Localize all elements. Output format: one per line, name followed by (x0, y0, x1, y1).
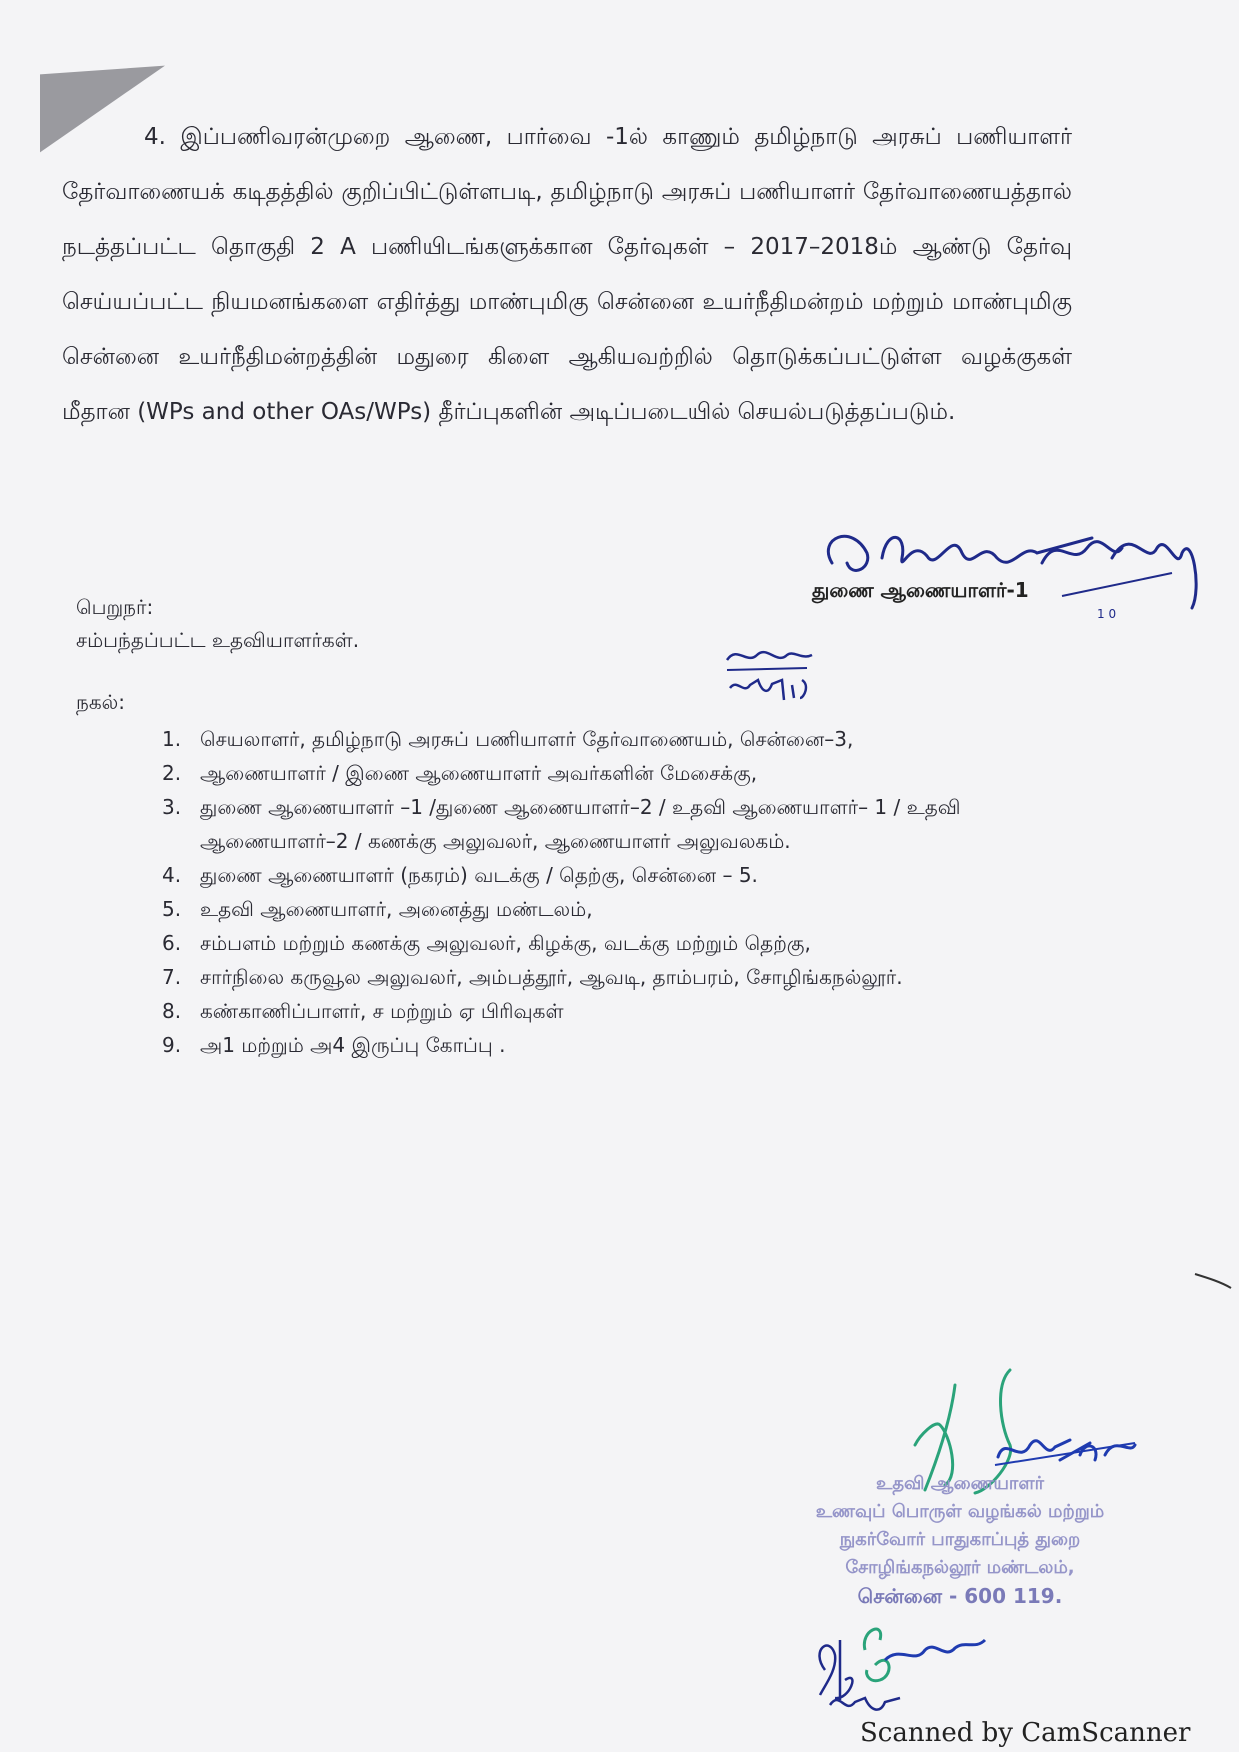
list-item: 5. உதவி ஆணையாளர், அனைத்து மண்டலம், (162, 897, 593, 921)
copy-label: நகல்: (76, 690, 125, 714)
recipients-value: சம்பந்தப்பட்ட உதவியாளர்கள். (76, 628, 360, 652)
recipients-label: பெறுநர்: (76, 595, 154, 619)
signature-caption: துணை ஆணையாளர்-1 (812, 578, 1029, 602)
officer-signature (812, 518, 1202, 628)
list-item: 1. செயலாளர், தமிழ்நாடு அரசுப் பணியாளர் தேர்வாணையம், சென்னை–3, (162, 727, 854, 751)
list-item: 6. சம்பளம் மற்றும் கணக்கு அலுவலர், கிழக்கு, வடக்கு மற்றும் தெற்கு, (162, 931, 811, 955)
office-stamp: உதவி ஆணையாளர் உணவுப் பொருள் வழங்கல் மற்றும் நுகர்வோர் பாதுகாப்புத் துறை சோழிங்கநல்லூர் மண்டலம், சென்னை - 600 119. (815, 1473, 1105, 1608)
list-item: 7. சார்நிலை கருவூல அலுவலர், அம்பத்தூர், ஆவடி, தாம்பரம், சோழிங்கநல்லூர். (162, 965, 903, 989)
list-item: 9. அ1 மற்றும் அ4 இருப்பு கோப்பு . (162, 1033, 506, 1057)
copy-list (162, 722, 1062, 1062)
initials-signature (722, 640, 822, 705)
scanner-watermark: Scanned by CamScanner (860, 1718, 1191, 1748)
pen-mark (1193, 1270, 1233, 1290)
date-signature (805, 1610, 995, 1725)
list-item: 2. ஆணையாளர் / இணை ஆணையாளர் அவர்களின் மேசைக்கு, (162, 761, 758, 785)
list-item: 3. துணை ஆணையாளர் –1 /துணை ஆணையாளர்–2 / உதவி ஆணையாளர்– 1 / உதவி ஆணையாளர்–2 / கணக்கு அலுவலர், ஆணையாளர் அலுவலகம். (162, 795, 961, 853)
paragraph-text: 4. இப்பணிவரன்முறை ஆணை, பார்வை -1ல் காணும் தமிழ்நாடு அரசுப் பணியாளர் தேர்வாணையக் கடிதத்தில் குறிப்பிட்டுள்ளபடி, தமிழ்நாடு அரசுப் பணியாளர் தேர்வாணையத்தால் நடத்தப்பட்ட தொகுதி 2 A பணியிடங்களுக்கான தேர்வுகள் – 2017–2018ம் ஆண்டு தேர்வு செய்யப்பட்ட நியமனங்களை எதிர்த்து மாண்புமிகு சென்னை உயர்நீதிமன்றம் மற்றும் மாண்புமிகு சென்னை உயர்நீதிமன்றத்தின் மதுரை கிளை ஆகியவற்றில் தொடுக்கப்பட்டுள்ள வழக்குகள் மீதான (WPs and other OAs/WPs) தீர்ப்புகளின் அடிப்படையில் செயல்படுத்தப்படும். (62, 124, 1072, 425)
list-item: 4. துணை ஆணையாளர் (நகரம்) வடக்கு / தெற்கு, சென்னை – 5. (162, 863, 758, 887)
body-paragraph (62, 110, 1072, 440)
list-item: 8. கண்காணிப்பாளர், ச மற்றும் ஏ பிரிவுகள் (162, 999, 564, 1023)
svg-text:1 0: 1 0 (1097, 607, 1117, 621)
